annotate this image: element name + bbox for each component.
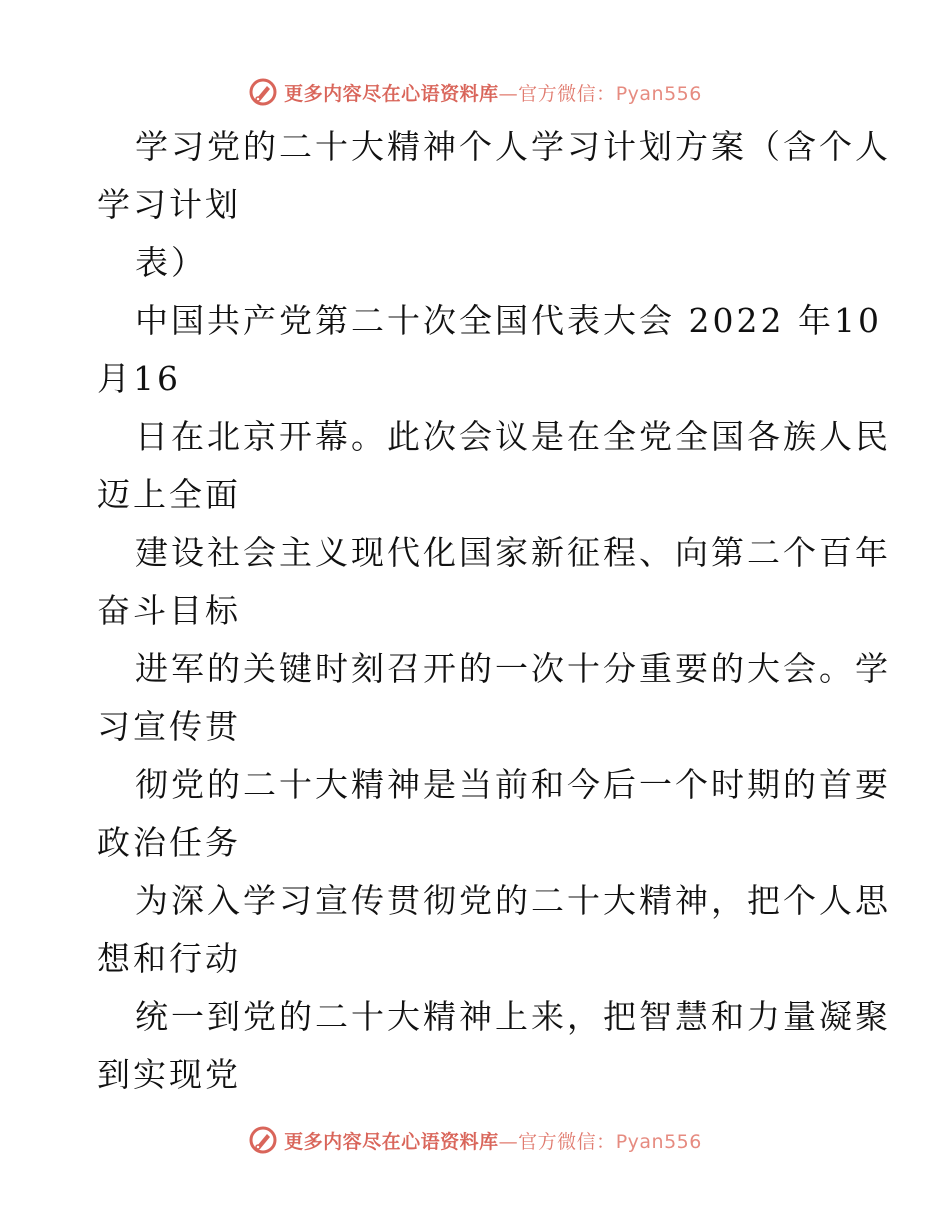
watermark-text [284, 79, 702, 106]
pen-logo-icon [248, 77, 278, 107]
text-line: 表） [135, 243, 207, 282]
text-line: 彻党的二十大精神是当前和今后一个时期的首要 [135, 765, 891, 804]
text-line: 日在北京开幕。此次会议是在全党全国各族人民 [135, 417, 891, 456]
watermark-wechat-label: 官方微信： [518, 1130, 616, 1153]
text-line: 月16 [97, 359, 181, 398]
watermark-dash: — [498, 82, 519, 105]
text-line: 想和行动 [97, 939, 241, 978]
watermark-wechat-id: Pyan556 [615, 1130, 702, 1153]
text-line: 习宣传贯 [97, 707, 241, 746]
watermark-wechat-label: 官方微信： [518, 82, 616, 105]
text-line: 中国共产党第二十次全国代表大会 2022 年10 [135, 301, 882, 340]
watermark-brand: 更多内容尽在心语资料库 [284, 1130, 499, 1153]
header-watermark [0, 70, 950, 114]
text-line: 进军的关键时刻召开的一次十分重要的大会。学 [135, 649, 891, 688]
text-line: 学习计划 [97, 185, 241, 224]
text-line: 建设社会主义现代化国家新征程、向第二个百年 [135, 533, 891, 572]
text-line: 到实现党 [97, 1055, 241, 1094]
watermark-wechat-id: Pyan556 [615, 82, 702, 105]
document-body [97, 118, 891, 1104]
text-line: 为深入学习宣传贯彻党的二十大精神，把个人思 [135, 881, 891, 920]
text-line: 学习党的二十大精神个人学习计划方案（含个人 [135, 127, 891, 166]
watermark-text [284, 1127, 702, 1154]
text-line: 奋斗目标 [97, 591, 241, 630]
footer-watermark [0, 1118, 950, 1162]
text-line: 迈上全面 [97, 475, 241, 514]
text-line: 政治任务 [97, 823, 241, 862]
watermark-brand: 更多内容尽在心语资料库 [284, 82, 499, 105]
pen-logo-icon [248, 1125, 278, 1155]
text-line: 统一到党的二十大精神上来，把智慧和力量凝聚 [135, 997, 891, 1036]
watermark-dash: — [498, 1130, 519, 1153]
